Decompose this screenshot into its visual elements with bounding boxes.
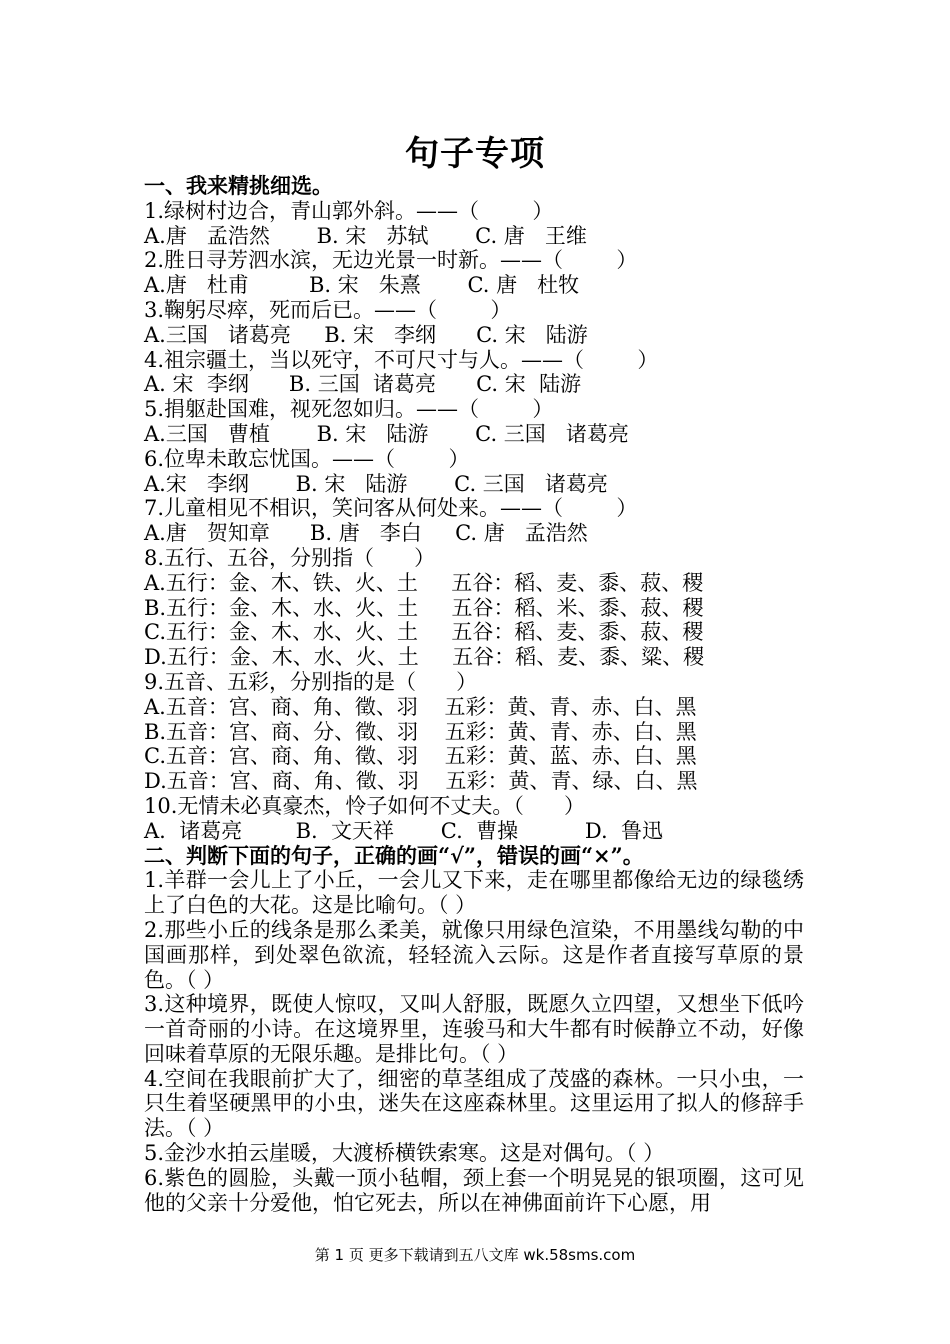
section-2-heading: 二、判断下面的句子，正确的画“√”，错误的画“×”。 — [144, 842, 644, 868]
question-line: 4.祖宗疆土，当以死守，不可尺寸与人。——（ ） — [144, 347, 659, 372]
question-line: A.唐 孟浩然 B. 宋 苏轼 C. 唐 王维 — [144, 223, 587, 248]
document-body — [144, 174, 804, 1215]
section-2-questions — [144, 868, 804, 1215]
question-line: A.五行：金、木、铁、火、土 五谷：稻、麦、黍、菽、稷 — [144, 570, 704, 595]
judgement-item: 1.羊群一会儿上了小丘，一会儿又下来，走在哪里都像给无边的绿毯绣上了白色的大花。这是比喻句。（ ） — [144, 868, 804, 918]
page-footer: 第 1 页 更多下载请到五八文库 wk.58sms.com — [314, 1246, 636, 1264]
question-line: 2.胜日寻芳泗水滨，无边光景一时新。——（ ） — [144, 248, 638, 273]
question-line: A. 诸葛亮 B. 文天祥 C. 曹操 D. 鲁迅 — [144, 818, 663, 843]
question-line: A.唐 杜甫 B. 宋 朱熹 C. 唐 杜牧 — [144, 273, 580, 298]
judgement-item: 3.这种境界，既使人惊叹，又叫人舒服，既愿久立四望，又想坐下低吟一首奇丽的小诗。在这境界里，连骏马和大牛都有时候静立不动，好像回味着草原的无限乐趣。是排比句。（ ） — [144, 992, 804, 1066]
judgement-item: 5.金沙水拍云崖暖，大渡桥横铁索寒。这是对偶句。（ ） — [144, 1141, 665, 1166]
section-1-heading: 一、我来精挑细选。 — [144, 173, 333, 198]
question-line: A.五音：宫、商、角、徵、羽 五彩：黄、青、赤、白、黑 — [144, 694, 697, 719]
judgement-item: 4.空间在我眼前扩大了，细密的草茎组成了茂盛的森林。一只小虫，一只生着坚硬黑甲的小虫，迷失在这座森林里。这里运用了拟人的修辞手法。（ ） — [144, 1066, 804, 1141]
question-line: 7.儿童相见不相识，笑问客从何处来。——（ ） — [144, 496, 638, 521]
question-line: D.五行：金、木、水、火、土 五谷：稻、麦、黍、粱、稷 — [144, 645, 705, 670]
question-line: D.五音：宫、商、角、徵、羽 五彩：黄、青、绿、白、黑 — [144, 769, 698, 794]
section-1-questions — [144, 199, 804, 844]
question-line: C.五行：金、木、水、火、土 五谷：稻、麦、黍、菽、稷 — [144, 620, 704, 645]
judgement-item: 2.那些小丘的线条是那么柔美，就像只用绿色渲染，不用墨线勾勒的中国画那样，到处翠色欲流，轻轻流入云际。这是作者直接写草原的景色。（ ） — [144, 917, 804, 992]
question-line: 1.绿树村边合，青山郭外斜。——（ ） — [144, 198, 554, 223]
question-line: B.五音：宫、商、分、徵、羽 五彩：黄、青、赤、白、黑 — [144, 719, 697, 744]
question-line: A. 宋 李纲 B. 三国 诸葛亮 C. 宋 陆游 — [144, 372, 582, 397]
judgement-item: 6.紫色的圆脸，头戴一顶小毡帽，颈上套一个明晃晃的银项圈，这可见他的父亲十分爱他，怕它死去，所以在神佛面前许下心愿，用 — [144, 1165, 804, 1215]
question-line: B.五行：金、木、水、火、土 五谷：稻、米、黍、菽、稷 — [144, 595, 704, 620]
question-line: A.三国 曹植 B. 宋 陆游 C. 三国 诸葛亮 — [144, 421, 629, 446]
question-line: A.宋 李纲 B. 宋 陆游 C. 三国 诸葛亮 — [144, 471, 608, 496]
question-line: A.唐 贺知章 B. 唐 李白 C. 唐 孟浩然 — [144, 521, 588, 546]
question-line: 10.无情未必真豪杰，怜子如何不丈夫。（ ） — [144, 793, 585, 818]
question-line: 3.鞠躬尽瘁，死而后已。——（ ） — [144, 297, 512, 322]
question-line: C.五音：宫、商、角、徵、羽 五彩：黄、蓝、赤、白、黑 — [144, 744, 697, 769]
question-line: A.三国 诸葛亮 B. 宋 李纲 C. 宋 陆游 — [144, 322, 588, 347]
question-line: 6.位卑未敢忘忧国。——（ ） — [144, 446, 470, 471]
question-line: 9.五音、五彩，分别指的是（ ） — [144, 669, 478, 694]
question-line: 5.捐躯赴国难，视死忽如归。——（ ） — [144, 397, 554, 422]
question-line: 8.五行、五谷，分别指（ ） — [144, 545, 436, 570]
page-title: 句子专项 — [405, 134, 545, 174]
